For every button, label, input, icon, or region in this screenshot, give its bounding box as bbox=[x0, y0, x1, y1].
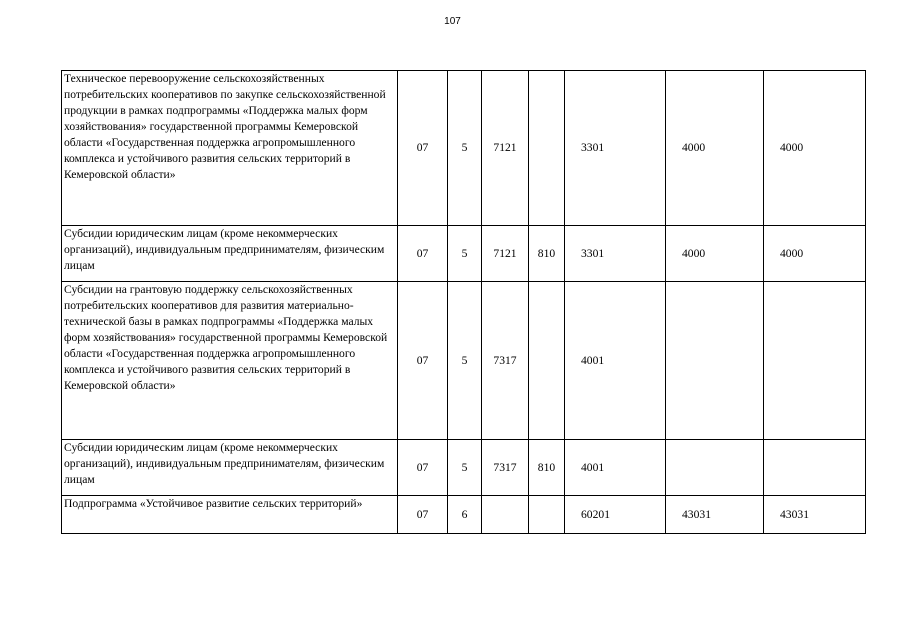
amount-year-3: 43031 bbox=[764, 496, 866, 534]
program-code: 07 bbox=[398, 282, 448, 440]
amount-year-3: 4000 bbox=[764, 71, 866, 226]
amount-year-2 bbox=[666, 282, 764, 440]
direction-code bbox=[482, 496, 529, 534]
table-row bbox=[62, 226, 866, 282]
row-name: Субсидии юридическим лицам (кроме некоммерческих организаций), индивидуальным предпринимателям, физическим лицам bbox=[64, 441, 385, 486]
table-row bbox=[62, 71, 866, 226]
row-name: Субсидии юридическим лицам (кроме некоммерческих организаций), индивидуальным предпринимателям, физическим лицам bbox=[64, 227, 385, 272]
subprogram-code: 5 bbox=[448, 440, 482, 496]
amount-year-1: 4001 bbox=[565, 282, 666, 440]
page-number: 107 bbox=[444, 16, 461, 27]
row-name-cell bbox=[62, 282, 398, 440]
program-code: 07 bbox=[398, 496, 448, 534]
amount-year-2 bbox=[666, 440, 764, 496]
expense-type-code: 810 bbox=[529, 440, 565, 496]
amount-year-2: 43031 bbox=[666, 496, 764, 534]
amount-year-1: 3301 bbox=[565, 226, 666, 282]
subprogram-code: 5 bbox=[448, 71, 482, 226]
direction-code: 7317 bbox=[482, 282, 529, 440]
direction-code: 7317 bbox=[482, 440, 529, 496]
row-name: Подпрограмма «Устойчивое развитие сельских территорий» bbox=[64, 497, 363, 510]
amount-year-3: 4000 bbox=[764, 226, 866, 282]
amount-year-2: 4000 bbox=[666, 226, 764, 282]
direction-code: 7121 bbox=[482, 71, 529, 226]
program-code: 07 bbox=[398, 71, 448, 226]
expense-type-code bbox=[529, 282, 565, 440]
expense-type-code bbox=[529, 496, 565, 534]
row-name-cell bbox=[62, 496, 398, 534]
row-name-cell bbox=[62, 71, 398, 226]
direction-code: 7121 bbox=[482, 226, 529, 282]
amount-year-2: 4000 bbox=[666, 71, 764, 226]
expense-type-code bbox=[529, 71, 565, 226]
table-row bbox=[62, 440, 866, 496]
subprogram-code: 5 bbox=[448, 226, 482, 282]
table-row bbox=[62, 496, 866, 534]
subprogram-code: 6 bbox=[448, 496, 482, 534]
program-code: 07 bbox=[398, 440, 448, 496]
row-name-cell bbox=[62, 226, 398, 282]
subprogram-code: 5 bbox=[448, 282, 482, 440]
program-code: 07 bbox=[398, 226, 448, 282]
expense-type-code: 810 bbox=[529, 226, 565, 282]
budget-table bbox=[61, 70, 866, 534]
amount-year-1: 4001 bbox=[565, 440, 666, 496]
row-name: Субсидии на грантовую поддержку сельскохозяйственных потребительских кооперативов для развития материально-технической базы в рамках подпрограммы «Поддержка малых форм хозяйствования» государственной программы Кемеровской области «Государственная поддержка агропромышленного комплекса и устойчивого развития сельских территорий в Кемеровской области» bbox=[64, 283, 388, 392]
row-name-cell bbox=[62, 440, 398, 496]
table-row bbox=[62, 282, 866, 440]
row-name: Техническое перевооружение сельскохозяйственных потребительских кооперативов по закупке сельскохозяйственной продукции в рамках подпрограммы «Поддержка малых форм хозяйствования» государственной программы Кемеровской области «Государственная поддержка агропромышленного комплекса и устойчивого развития сельских территорий в Кемеровской области» bbox=[64, 72, 386, 181]
amount-year-3 bbox=[764, 440, 866, 496]
amount-year-1: 3301 bbox=[565, 71, 666, 226]
amount-year-3 bbox=[764, 282, 866, 440]
amount-year-1: 60201 bbox=[565, 496, 666, 534]
